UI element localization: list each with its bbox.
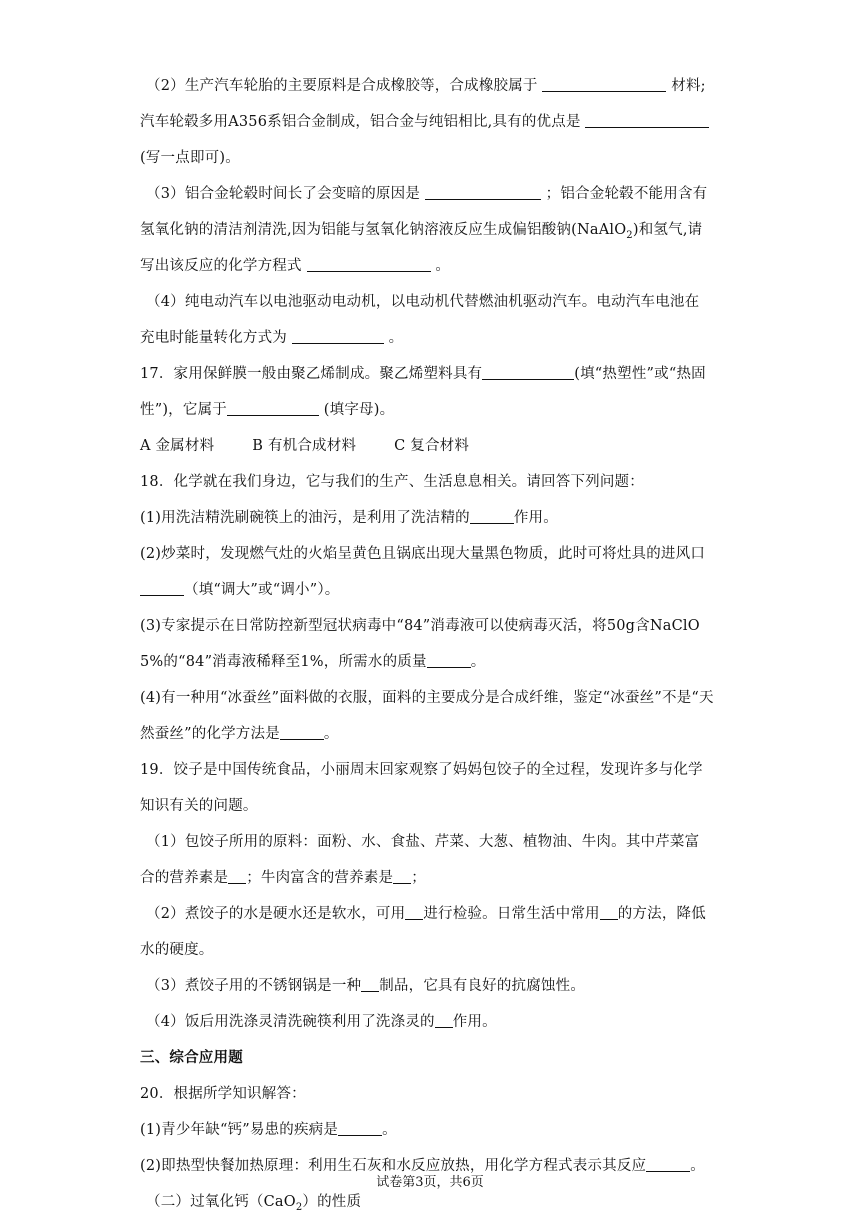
option-a[interactable]: A 金属材料 (140, 438, 215, 454)
q19-part4: （4）饭后用洗涤灵清洗碗筷利用了洗涤灵的 作用。 (140, 1004, 720, 1040)
q17-options (140, 428, 720, 464)
q16-part2-line3: (写一点即可)。 (140, 150, 240, 166)
q19-stem-line1: 19．饺子是中国传统食品，小丽周末回家观察了妈妈包饺子的全过程，发现许多与化学 (140, 762, 703, 778)
answer-blank[interactable] (405, 901, 423, 920)
answer-blank[interactable] (470, 505, 514, 524)
q18-part2-line2: （填“调大”或“调小”）。 (140, 572, 720, 608)
q20-stem: 20．根据所学知识解答： (140, 1086, 306, 1102)
exam-content (140, 68, 720, 1220)
q16-part3-line3: 写出该反应的化学方程式 。 (140, 248, 720, 284)
answer-blank[interactable] (338, 1117, 382, 1136)
q17-line2: 性”)，它属于 (填字母)。 (140, 392, 720, 428)
q19-part1-line2: 合的营养素是 ；牛肉富含的营养素是 ； (140, 860, 720, 896)
answer-blank[interactable] (542, 73, 666, 92)
answer-blank[interactable] (482, 361, 574, 380)
q19-part1-line1: （1）包饺子所用的原料：面粉、水、食盐、芹菜、大葱、植物油、牛肉。其中芹菜富 (146, 834, 700, 850)
answer-blank[interactable] (427, 649, 471, 668)
q19-part2-line1: （2）煮饺子的水是硬水还是软水，可用 进行检验。日常生活中常用 的方法，降低 (140, 896, 720, 932)
q18-part4-line1: (4)有一种用“冰蚕丝”面料做的衣服，面料的主要成分是合成纤维，鉴定“冰蚕丝”不是“天 (140, 690, 714, 706)
answer-blank[interactable] (227, 397, 319, 416)
q20-part2: (2)即热型快餐加热原理：利用生石灰和水反应放热，用化学方程式表示其反应 。 (140, 1148, 720, 1184)
q18-part4-line2: 然蚕丝”的化学方法是 。 (140, 716, 720, 752)
answer-blank[interactable] (228, 865, 246, 884)
option-b[interactable]: B 有机合成材料 (252, 438, 357, 454)
q18-part3-line2: 5%的“84”消毒液稀释至1%，所需水的质量 。 (140, 644, 720, 680)
q16-part2-line1: （2）生产汽车轮胎的主要原料是合成橡胶等，合成橡胶属于 材料; (140, 68, 720, 104)
q20-part1: (1)青少年缺“钙”易患的疾病是 。 (140, 1112, 720, 1148)
page-footer: 试卷第3页，共6页 (376, 1175, 484, 1190)
q16-part3-line2: 氢氧化钠的清洁剂清洗,因为铝能与氢氧化钠溶液反应生成偏铝酸钠(NaAlO$_2$)和氢气,请 (140, 222, 703, 241)
subsection-cao2: （二）过氧化钙（CaO$_2$）的性质 (146, 1194, 362, 1213)
option-c[interactable]: C 复合材料 (394, 438, 470, 454)
answer-blank[interactable] (140, 577, 184, 596)
answer-blank[interactable] (393, 865, 411, 884)
answer-blank[interactable] (435, 1009, 453, 1028)
q18-stem: 18．化学就在我们身边，它与我们的生产、生活息息相关。请回答下列问题： (140, 474, 644, 490)
q19-stem-line2: 知识有关的问题。 (140, 798, 258, 814)
answer-blank[interactable] (280, 721, 324, 740)
q16-part3-line1: （3）铝合金轮毂时间长了会变暗的原因是 ；铝合金轮毂不能用含有 (140, 176, 720, 212)
q16-part4-line1: （4）纯电动汽车以电池驱动电动机，以电动机代替燃油机驱动汽车。电动汽车电池在 (146, 294, 700, 310)
q19-part2-line2: 水的硬度。 (140, 942, 214, 958)
answer-blank[interactable] (361, 973, 379, 992)
q17-line1: 17．家用保鲜膜一般由聚乙烯制成。聚乙烯塑料具有 (填“热塑性”或“热固 (140, 356, 720, 392)
section-heading: 三、综合应用题 (140, 1050, 243, 1066)
answer-blank[interactable] (425, 181, 541, 200)
answer-blank[interactable] (292, 325, 384, 344)
q16-part2-line2: 汽车轮毂多用A356系铝合金制成，铝合金与纯铝相比,具有的优点是 (140, 104, 720, 140)
answer-blank[interactable] (600, 901, 618, 920)
answer-blank[interactable] (307, 253, 431, 272)
answer-blank[interactable] (646, 1153, 690, 1172)
q18-part2-line1: (2)炒菜时，发现燃气灶的火焰呈黄色且锅底出现大量黑色物质，此时可将灶具的进风口 (140, 546, 706, 562)
q18-part1: (1)用洗洁精洗刷碗筷上的油污，是利用了洗洁精的 作用。 (140, 500, 720, 536)
q16-part4-line2: 充电时能量转化方式为 。 (140, 320, 720, 356)
q18-part3-line1: (3)专家提示在日常防控新型冠状病毒中“84”消毒液可以使病毒灭活，将50g含NaClO (140, 618, 700, 634)
q19-part3: （3）煮饺子用的不锈钢锅是一种 制品，它具有良好的抗腐蚀性。 (140, 968, 720, 1004)
answer-blank[interactable] (585, 109, 709, 128)
